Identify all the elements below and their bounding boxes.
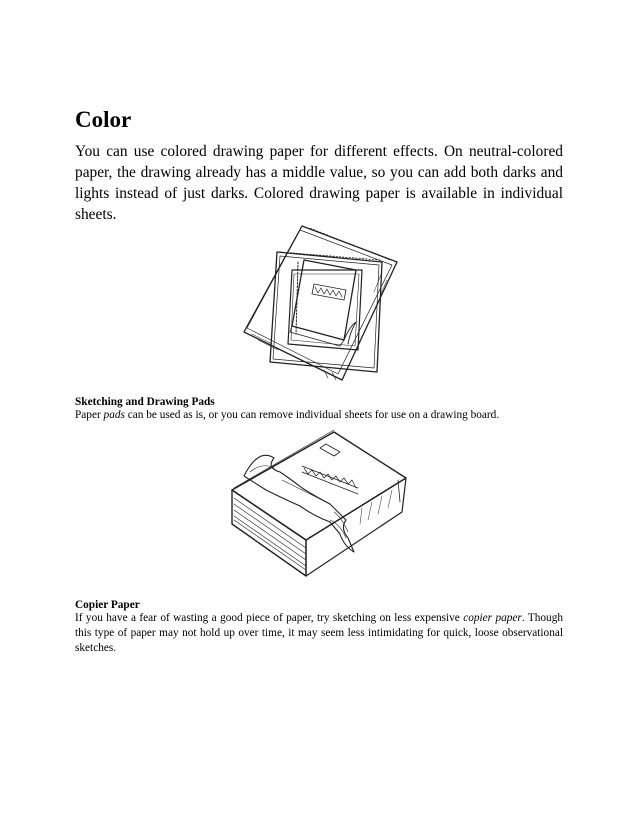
figure-2-caption-italic: copier paper xyxy=(463,612,522,624)
intro-paragraph: You can use colored drawing paper for different effects. On neutral-colored paper, the drawing already has a middle value, so you can add both darks and lights instead of just darks. Colored drawing paper is available in individual sheets. xyxy=(75,143,563,223)
figure-2-caption-end: . Though this type of paper may not hold up over time, it may seem less intimidating for quick, loose observational sketches. xyxy=(75,612,564,654)
section-heading: Color xyxy=(75,107,132,132)
figure-1-title: Sketching and Drawing Pads xyxy=(75,396,215,408)
figure-2-title: Copier Paper xyxy=(75,599,140,611)
figure-1-caption xyxy=(75,408,563,423)
figure-2-caption-start: If you have a fear of wasting a good piece of paper, try sketching on less expensive xyxy=(75,612,464,624)
figure-1-caption-italic: pads xyxy=(103,409,125,421)
figure-1-caption-start: Paper xyxy=(75,409,104,421)
figure-2-caption xyxy=(75,611,563,656)
sketch-pads-illustration xyxy=(232,222,402,382)
figure-1-caption-end: can be used as is, or you can remove individual sheets for use on a drawing board. xyxy=(124,409,500,421)
copier-paper-illustration xyxy=(222,428,410,580)
